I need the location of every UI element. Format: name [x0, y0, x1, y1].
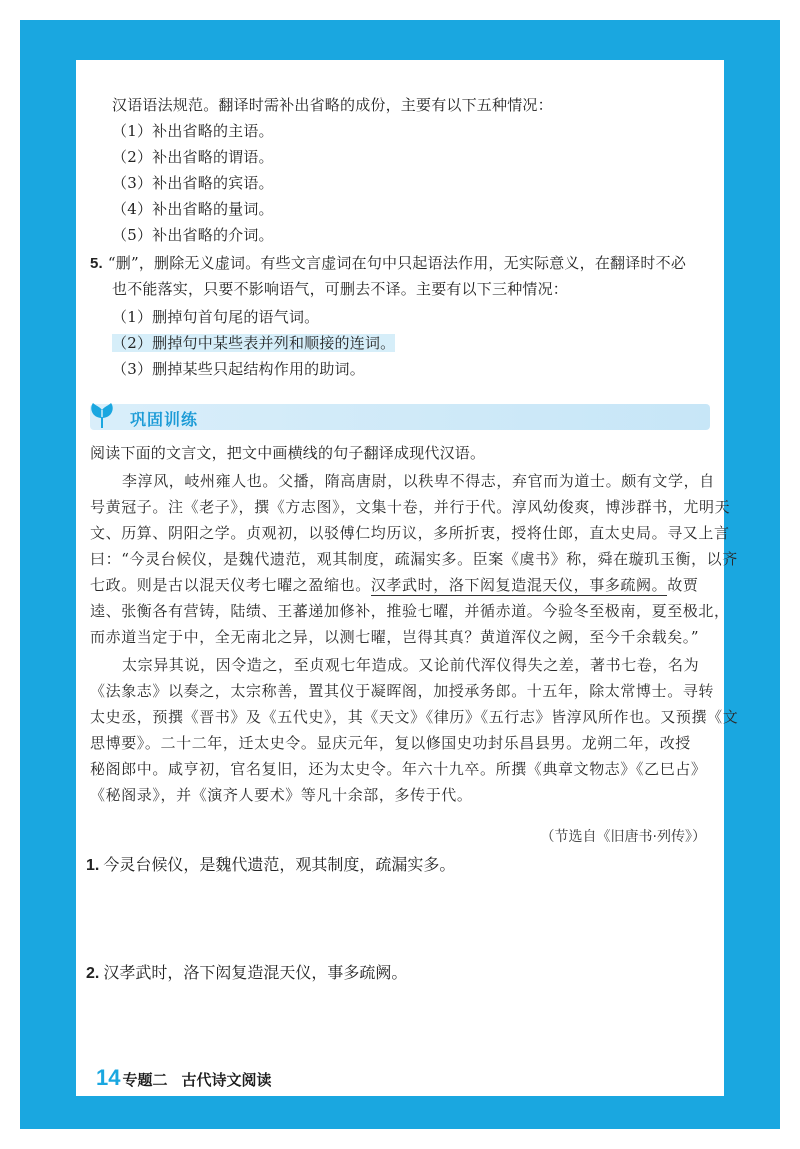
intro-line: 汉语语法规范。翻译时需补出省略的成份，主要有以下五种情况： [112, 96, 553, 114]
rule-5-item: （1）删掉句首句尾的语气词。 [112, 308, 320, 326]
question-text: 汉孝武时，洛下闳复造混天仪，事多疏阙。 [103, 963, 408, 982]
passage-line: 文、历算、阴阳之学。贞观初，以驳傅仁均历议，多所折衷，授将仕郎，直太史局。寻又上言 [90, 524, 730, 542]
question-number: 1. [86, 857, 100, 874]
bottom-border [20, 1096, 780, 1129]
highlighted-text: （2）删掉句中某些表并列和顺接的连词。 [112, 334, 396, 352]
rule-5-item: （3）删掉某些只起结构作用的助词。 [112, 360, 365, 378]
question-text: 今灵台候仪，是魏代遗范，观其制度，疏漏实多。 [103, 855, 456, 874]
passage-line: 思博要》。二十二年，迁太史令。显庆元年，复以修国史功封乐昌县男。龙朔二年，改授 [90, 734, 691, 752]
source-citation: （节选自《旧唐书·列传》） [540, 829, 706, 845]
top-border [20, 20, 780, 60]
passage-line: 太宗异其说，因令造之，至贞观七年造成。又论前代浑仪得失之差，著书七卷，名为 [122, 656, 700, 674]
passage-line: 李淳风，岐州雍人也。父播，隋高唐尉，以秩卑不得志，弃官而为道士。颇有文学，自 [122, 472, 715, 490]
left-border [20, 20, 76, 1129]
passage-line: 而赤道当定于中，全无南北之异，以测七曜，岂得其真？黄道浑仪之阙，至今千余载矣。” [90, 628, 700, 646]
ginkgo-leaf-icon [88, 400, 116, 430]
rule-5-line-2: 也不能落实，只要不影响语气，可删去不译。主要有以下三种情况： [112, 280, 569, 298]
intro-item: （4）补出省略的量词。 [112, 200, 274, 218]
passage-line: 曰：“今灵台候仪，是魏代遗范，观其制度，疏漏实多。臣案《虞书》称，舜在璇玑玉衡，以齐 [90, 550, 738, 568]
page-number: 14 [96, 1065, 121, 1090]
passage-segment: 七政。则是古以混天仪考七曜之盈缩也。 [90, 576, 371, 594]
intro-item: （3）补出省略的宾语。 [112, 174, 274, 192]
passage-line: 《法象志》以奏之，太宗称善，置其仪于凝晖阁，加授承务郎。十五年，除太常博士。寻转 [90, 682, 715, 700]
intro-item: （5）补出省略的介词。 [112, 226, 274, 244]
question-number: 2. [86, 965, 100, 982]
rule-5-item-highlighted [112, 332, 395, 354]
passage-line: 《秘阁录》，并《演齐人要术》等凡十余部，多传于代。 [90, 786, 473, 804]
passage-line: 秘阁郎中。咸亨初，官名复旧，还为太史令。年六十九卒。所撰《典章文物志》《乙巳占》 [90, 760, 707, 778]
intro-item: （2）补出省略的谓语。 [112, 148, 274, 166]
rule-5-number: 5. [90, 255, 103, 272]
passage-line-with-underline [90, 574, 698, 596]
rule-5-line-1 [90, 252, 686, 275]
page-content [76, 60, 739, 1096]
passage-line: 太史丞，预撰《晋书》及《五代史》，其《天文》《律历》《五行志》皆淳风所作也。又预撰《文 [90, 708, 739, 726]
footer-topic: 专题二 [122, 1071, 168, 1089]
section-title: 巩固训练 [130, 410, 199, 429]
footer-subtitle: 古代诗文阅读 [181, 1071, 272, 1089]
page-footer [96, 1065, 272, 1091]
instruction: 阅读下面的文言文，把文中画横线的句子翻译成现代汉语。 [90, 444, 486, 462]
passage-line: 逵、张衡各有营铸，陆绩、王蕃递加修补，推验七曜，并循赤道。今验冬至极南，夏至极北， [90, 602, 730, 620]
passage-line: 号黄冠子。注《老子》，撰《方志图》，文集十卷，并行于代。淳风幼俊爽，博涉群书，尤明天 [90, 498, 731, 516]
passage-segment: 故贾 [667, 576, 699, 594]
underlined-sentence: 汉孝武时，洛下闳复造混天仪，事多疏阙。 [370, 576, 668, 594]
intro-item: （1）补出省略的主语。 [112, 122, 274, 140]
question-2 [86, 960, 407, 983]
rule-5-text: “删”，删除无义虚词。有些文言虚词在句中只起语法作用，无实际意义，在翻译时不必 [107, 254, 687, 272]
question-1 [86, 852, 455, 875]
right-border [724, 20, 780, 1129]
